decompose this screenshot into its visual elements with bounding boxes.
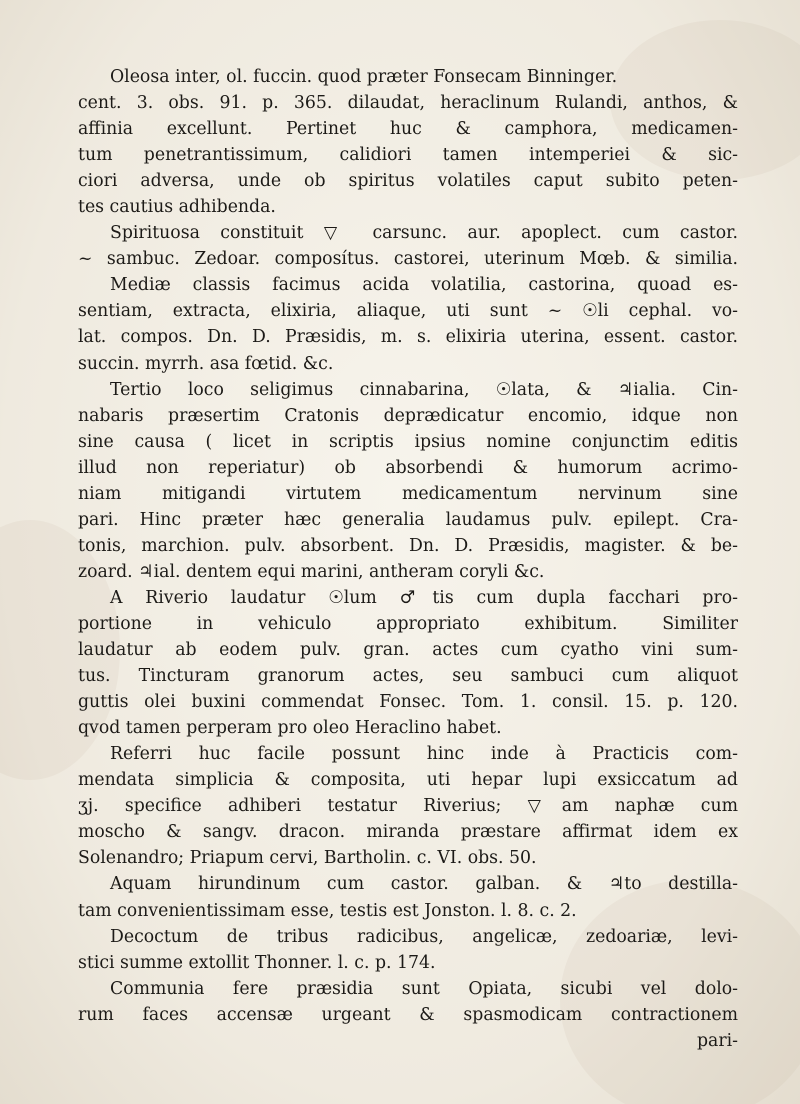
text-line: portione in vehiculo appropriato exhibitum. Similiter	[78, 613, 738, 634]
text-line: sine causa ( licet in scriptis ipsius nomine conjunctim editis	[78, 431, 738, 452]
text-line: Spirituosa constituit ▽ carsunc. aur. apoplect. cum castor.	[110, 223, 738, 244]
text-line: ~ sambuc. Zedoar. composítus. castorei, uterinum Mœb. & similia.	[78, 249, 738, 270]
text-line: niam mitigandi virtutem medicamentum nervinum sine	[78, 483, 738, 504]
text-line: Oleosa inter, ol. fuccin. quod præter Fonsecam Binninger.	[110, 67, 618, 87]
text-line: succin. myrrh. asa fœtid. &c.	[78, 353, 334, 374]
text-line: tus. Tincturam granorum actes, seu sambuci cum aliquot	[78, 666, 738, 687]
text-line: ciori adversa, unde ob spiritus volatiles caput subito peten-	[78, 171, 738, 192]
text-line: tes cautius adhibenda.	[78, 197, 276, 218]
text-line: moscho & sangv. dracon. miranda præstare affirmat idem ex	[78, 822, 738, 843]
text-line: pari-	[697, 1030, 738, 1051]
text-line: Referri huc facile possunt hinc inde à Practicis com-	[110, 744, 738, 765]
text-line: laudatur ab eodem pulv. gran. actes cum cyatho vini sum-	[78, 640, 738, 661]
text-line: tum penetrantissimum, calidiori tamen intemperiei & sic-	[78, 145, 738, 166]
text-line: Tertio loco seligimus cinnabarina, ☉lata, & ♃ialia. Cin-	[110, 379, 738, 400]
text-line: zoard. ♃ial. dentem equi marini, antheram coryli &c.	[78, 561, 545, 582]
text-line: tam convenientissimam esse, testis est Jonston. l. 8. c. 2.	[78, 900, 577, 921]
text-line: stici summe extollit Thonner. l. c. p. 174.	[78, 952, 436, 973]
text-line: tonis, marchion. pulv. absorbent. Dn. D. Præsidis, magister. & be-	[78, 535, 738, 556]
text-line: Decoctum de tribus radicibus, angelicæ, zedoariæ, levi-	[110, 926, 738, 947]
text-line: affinia excellunt. Pertinet huc & camphora, medicamen-	[78, 119, 738, 140]
text-line: sentiam, extracta, elixiria, aliaque, uti sunt ~ ☉li cephal. vo-	[78, 301, 738, 322]
text-line: ʒj. specifice adhiberi testatur Riverius; ▽am naphæ cum	[78, 796, 738, 817]
text-line: mendata simplicia & composita, uti hepar lupi exsiccatum ad	[78, 770, 738, 791]
text-line: A Riverio laudatur ☉lum ♂tis cum dupla facchari pro-	[110, 587, 738, 608]
text-line: rum faces accensæ urgeant & spasmodicam contractionem	[78, 1004, 738, 1025]
body-text	[78, 64, 738, 1054]
text-line: Aquam hirundinum cum castor. galban. & ♃to destilla-	[110, 874, 738, 895]
text-line: Mediæ classis facimus acida volatilia, castorina, quoad es-	[110, 275, 738, 296]
text-line: pari. Hinc præter hæc generalia laudamus pulv. epilept. Cra-	[78, 509, 738, 530]
text-line: illud non reperiatur) ob absorbendi & humorum acrimo-	[78, 457, 738, 478]
text-line: nabaris præsertim Cratonis deprædicatur encomio, idque non	[78, 405, 738, 426]
text-line: Communia fere præsidia sunt Opiata, sicubi vel dolo-	[110, 978, 738, 999]
text-line: guttis olei buxini commendat Fonsec. Tom. 1. consil. 15. p. 120.	[78, 692, 738, 713]
text-line: cent. 3. obs. 91. p. 365. dilaudat, heraclinum Rulandi, anthos, &	[78, 93, 738, 114]
text-line: Solenandro; Priapum cervi, Bartholin. c. VI. obs. 50.	[78, 848, 537, 869]
text-line: lat. compos. Dn. D. Præsidis, m. s. elixiria uterina, essent. castor.	[78, 327, 738, 348]
text-line: qvod tamen perperam pro oleo Heraclino habet.	[78, 718, 502, 739]
